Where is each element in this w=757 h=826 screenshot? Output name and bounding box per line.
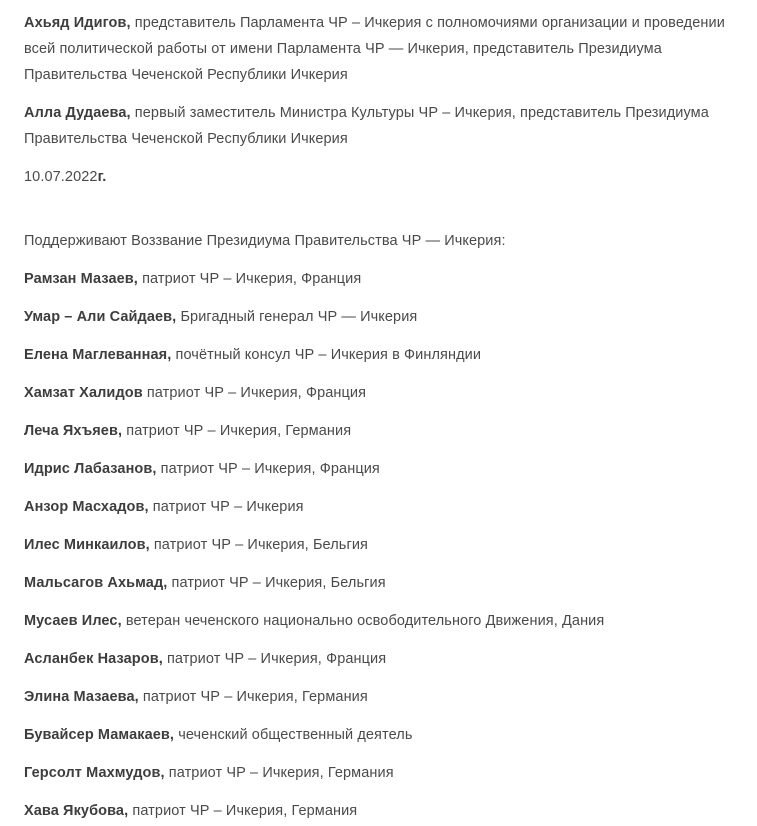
support-heading: Поддерживают Воззвание Президиума Правительства ЧР — Ичкерия: xyxy=(24,233,506,249)
person-name: Анзор Масхадов, xyxy=(24,499,149,515)
person-role: первый заместитель Министра Культуры ЧР – Ичкерия, представитель Президиума Правительства Чеченской Республики Ичкерия xyxy=(24,105,709,147)
signatory-entry xyxy=(24,608,733,634)
person-name: Ахьяд Идигов, xyxy=(24,15,131,31)
person-name: Элина Мазаева, xyxy=(24,689,139,705)
person-name: Илес Минкаилов, xyxy=(24,537,150,553)
person-role: патриот ЧР – Ичкерия, Франция xyxy=(137,271,362,287)
signatory-entry xyxy=(24,722,733,748)
signatory-entry xyxy=(24,798,733,824)
date-suffix: г. xyxy=(97,169,107,185)
document-date xyxy=(24,164,733,190)
person-name: Бувайсер Мамакаев, xyxy=(24,727,175,743)
person-name: Асланбек Назаров, xyxy=(24,651,163,667)
person-role: патриот ЧР – Ичкерия, Франция xyxy=(142,385,367,401)
official-entry xyxy=(24,10,733,88)
official-entry xyxy=(24,100,733,152)
person-role: патриот ЧР – Ичкерия, Германия xyxy=(138,689,368,705)
signatory-entry xyxy=(24,570,733,596)
person-role: патриот ЧР – Ичкерия, Франция xyxy=(156,461,380,477)
signatory-entry xyxy=(24,532,733,558)
signatory-entry xyxy=(24,266,733,292)
person-name: Идрис Лабазанов, xyxy=(24,461,157,477)
signatory-entry xyxy=(24,380,733,406)
person-role: патриот ЧР – Ичкерия, Франция xyxy=(162,651,387,667)
person-name: Елена Маглеванная, xyxy=(24,347,172,363)
person-role: патриот ЧР – Ичкерия, Германия xyxy=(122,423,352,439)
person-role: патриот ЧР – Ичкерия, Бельгия xyxy=(149,537,368,553)
person-name: Мусаев Илес, xyxy=(24,613,122,629)
person-name: Мальсагов Ахьмад, xyxy=(24,575,168,591)
person-role: почётный консул ЧР – Ичкерия в Финляндии xyxy=(171,347,482,363)
person-role: чеченский общественный деятель xyxy=(174,727,413,743)
person-role: патриот ЧР – Ичкерия, Германия xyxy=(128,803,358,819)
person-name: Герсолт Махмудов, xyxy=(24,765,165,781)
signatory-entry xyxy=(24,342,733,368)
person-role: Бригадный генерал ЧР — Ичкерия xyxy=(176,309,418,325)
person-role: патриот ЧР – Ичкерия xyxy=(148,499,304,515)
signatory-entry xyxy=(24,494,733,520)
person-name: Умар – Али Сайдаев, xyxy=(24,309,177,325)
person-role: патриот ЧР – Ичкерия, Германия xyxy=(164,765,394,781)
person-role: ветеран чеченского национально освободительного Движения, Дания xyxy=(121,613,605,629)
signatory-entry xyxy=(24,456,733,482)
signatory-entry xyxy=(24,304,733,330)
blank-line xyxy=(24,202,733,228)
signatory-entry xyxy=(24,684,733,710)
person-name: Хамзат Халидов xyxy=(24,385,143,401)
person-name: Алла Дудаева, xyxy=(24,105,131,121)
person-name: Леча Яхъяев, xyxy=(24,423,123,439)
signatory-entry xyxy=(24,760,733,786)
person-role: представитель Парламента ЧР – Ичкерия с полномочиями организации и проведении всей политической работы от имени Парламента ЧР — Ичкерия, представитель Президиума Правительства Чеченской Республики Ичкерия xyxy=(24,15,725,83)
person-role: патриот ЧР – Ичкерия, Бельгия xyxy=(167,575,386,591)
date-value: 10.07.2022 xyxy=(24,169,98,185)
person-name: Рамзан Мазаев, xyxy=(24,271,138,287)
signatory-entry xyxy=(24,418,733,444)
signatory-entry xyxy=(24,646,733,672)
person-name: Хава Якубова, xyxy=(24,803,129,819)
